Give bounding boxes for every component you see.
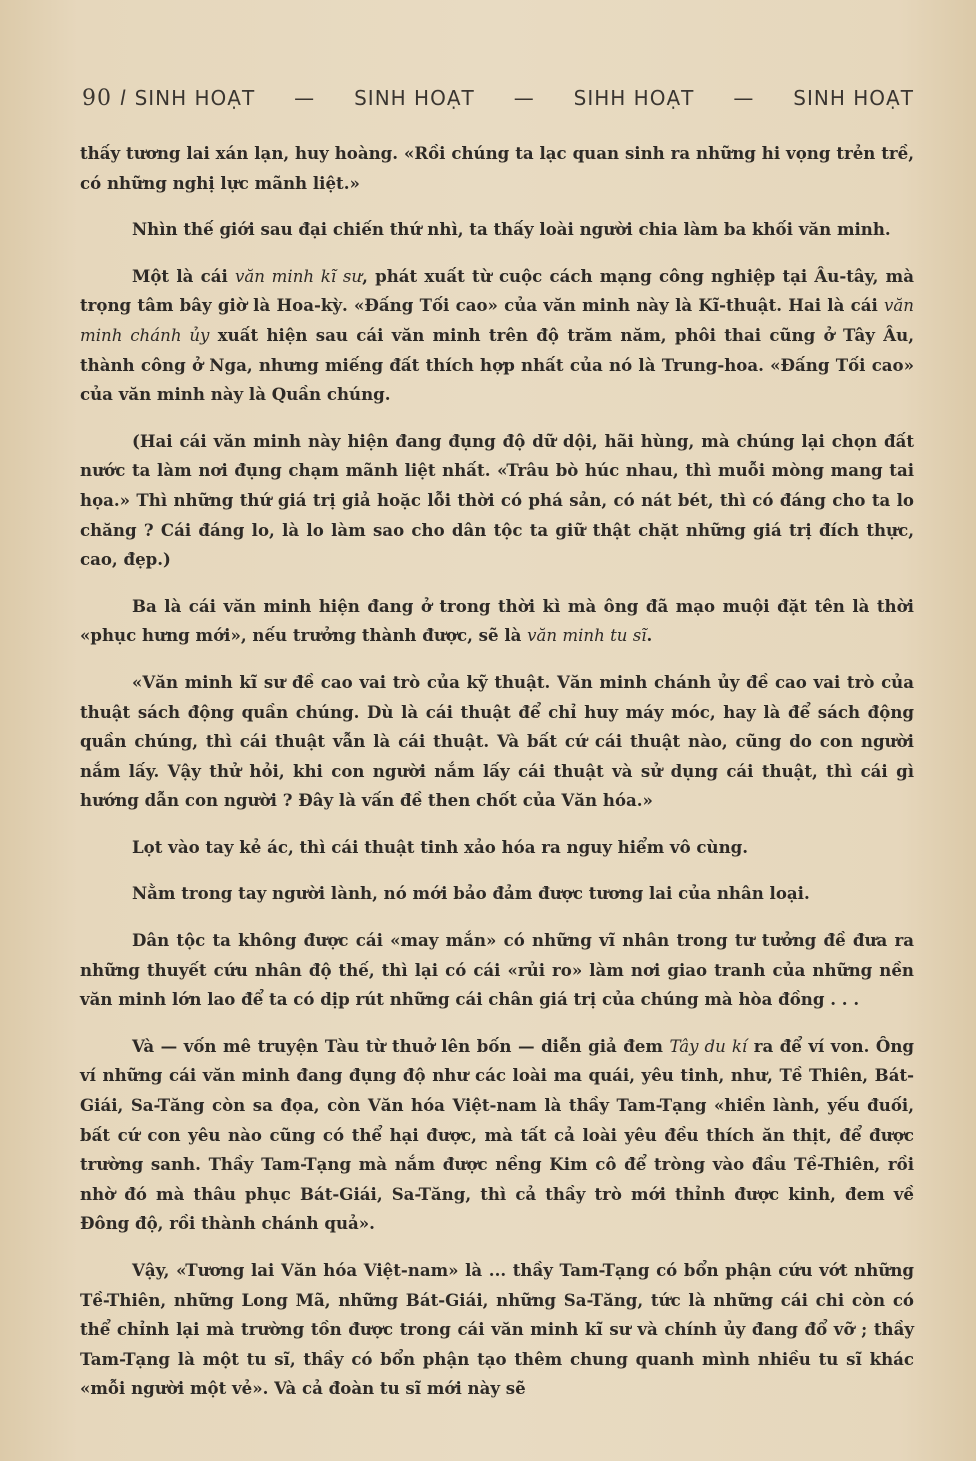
- paragraph-5: [80, 668, 914, 816]
- text-run: .: [646, 625, 653, 646]
- running-title-3: SIHH HOẠT: [573, 86, 695, 110]
- running-title-2: SINH HOẠT: [354, 86, 475, 110]
- running-title-dash-1: —: [294, 86, 316, 110]
- text-run: Vậy, «Tương lai Văn hóa Việt-nam» là ... thầy Tam-Tạng có bổn phận cứu vớt những Tề-Thiên, những Long Mã, những Bát-Giái, những Sa-Tăng, tức là những cái chi còn có thể chỉnh lại mà trường tồn được trong cái văn minh kĩ sư và chính ủy đang đổ vỡ ; thầy Tam-Tạng là một tu sĩ, thầy có bổn phận tạo thêm chung quanh mình nhiều tu sĩ khác «mỗi người một vẻ». Và cả đoàn tu sĩ mới này sẽ: [80, 1260, 914, 1399]
- text-run: Và — vốn mê truyện Tàu từ thuở lên bốn — diễn giả đem: [132, 1035, 670, 1056]
- text-run: xuất hiện sau cái văn minh trên độ trăm năm, phôi thai cũng ở Tây Âu, thành công ở Nga, nhưng miếng đất thích hợp nhất của nó là Trung-hoa. «Đấng Tối cao» của văn minh này là Quần chúng.: [80, 324, 914, 405]
- paragraph-7: [80, 879, 914, 909]
- page-number: 90: [82, 86, 112, 111]
- text-run: Lọt vào tay kẻ ác, thì cái thuật tinh xảo hóa ra nguy hiểm vô cùng.: [132, 836, 749, 857]
- text-run: , phát xuất từ cuộc cách mạng công nghiệp tại Âu-tây, mà trọng tâm bây giờ là Hoa-kỳ. «Đấng Tối cao» của văn minh này là Kĩ-thuật. Hai là cái: [80, 265, 914, 316]
- paragraph-4: [80, 592, 914, 651]
- header-lead: [82, 86, 255, 111]
- text-run: Một là cái: [132, 265, 235, 286]
- text-run: Ba là cái văn minh hiện đang ở trong thời kì mà ông đã mạo muội đặt tên là thời «phục hưng mới», nếu trưởng thành được, sẽ là: [80, 595, 914, 646]
- running-title-1: SINH HOẠT: [134, 86, 256, 110]
- italic-term: Tây du kí: [669, 1036, 748, 1056]
- paragraph-8: [80, 926, 914, 1015]
- text-run: «Văn minh kĩ sư đề cao vai trò của kỹ thuật. Văn minh chánh ủy đề cao vai trò của thuật sách động quần chúng. Dù là cái thuật để chỉ huy máy móc, hay là để sách động quần chúng, thì cái thuật vẫn là cái thuật. Và bất cứ cái thuật nào, cũng do con người nắm lấy. Vậy thử hỏi, khi con người nắm lấy cái thuật và sử dụng cái thuật, thì cái gì hướng dẫn con người ? Đây là vấn đề then chốt của Văn hóa.»: [80, 671, 914, 811]
- running-title-dash-3: —: [733, 86, 755, 110]
- paragraph-9: [80, 1032, 914, 1239]
- paragraph-10: [80, 1256, 914, 1404]
- running-title-4: SINH HOẠT: [793, 86, 914, 110]
- text-run: Dân tộc ta không được cái «may mắn» có những vĩ nhân trong tư tưởng đề đưa ra những thuyết cứu nhân độ thế, thì lại có cái «rủi ro» làm nơi giao tranh của những nền văn minh lớn lao để ta có dịp rút những cái chân giá trị của chúng mà hòa đồng . . .: [80, 930, 914, 1010]
- paragraph-1: [80, 215, 914, 245]
- text-run: thấy tương lai xán lạn, huy hoàng. «Rồi chúng ta lạc quan sinh ra những hi vọng trẻn trề, có những nghị lực mãnh liệt.»: [80, 143, 914, 193]
- italic-term: văn minh kĩ sư: [234, 266, 363, 286]
- running-title-dash-2: —: [513, 86, 535, 110]
- paragraph-2: [80, 262, 914, 410]
- italic-term: văn minh tu sĩ: [527, 626, 647, 646]
- paragraph-6: [80, 833, 914, 863]
- text-run: Nằm trong tay người lành, nó mới bảo đảm được tương lai của nhân loại.: [132, 883, 810, 904]
- paragraph-0: [80, 139, 914, 198]
- body-text: [80, 139, 914, 1404]
- text-run: ra để ví von. Ông ví những cái văn minh đang đụng độ như các loài ma quái, yêu tinh, như, Tề Thiên, Bát-Giái, Sa-Tăng còn sa đọa, còn Văn hóa Việt-nam là thầy Tam-Tạng «hiền lành, yếu đuối, bất cứ con yêu nào cũng có thể hại được, mà tất cả loài yêu đều thích ăn thịt, để được trường sanh. Thầy Tam-Tạng mà nắm được nềng Kim cô để tròng vào đầu Tề-Thiên, rồi nhờ đó mà thâu phục Bát-Giái, Sa-Tăng, thì cả thầy trò mới thỉnh được kinh, đem về Đông độ, rồi thành chánh quả».: [80, 1035, 914, 1234]
- text-run: (Hai cái văn minh này hiện đang đụng độ dữ dội, hãi hùng, mà chúng lại chọn đất nước ta làm nơi đụng chạm mãnh liệt nhất. «Trâu bò húc nhau, thì muỗi mòng mang tai họa.» Thì những thứ giá trị giả hoặc lỗi thời có phá sản, có nát bét, thì có đáng cho ta lo chăng ? Cái đáng lo, là lo làm sao cho dân tộc ta giữ thật chặt những giá trị đích thực, cao, đẹp.): [80, 430, 914, 570]
- paragraph-3: [80, 427, 914, 575]
- header-separator: l: [120, 86, 127, 110]
- italic-term: văn minh chánh ủy: [80, 296, 914, 345]
- text-run: Nhìn thế giới sau đại chiến thứ nhì, ta thấy loài người chia làm ba khối văn minh.: [132, 219, 891, 240]
- running-header: [80, 86, 914, 111]
